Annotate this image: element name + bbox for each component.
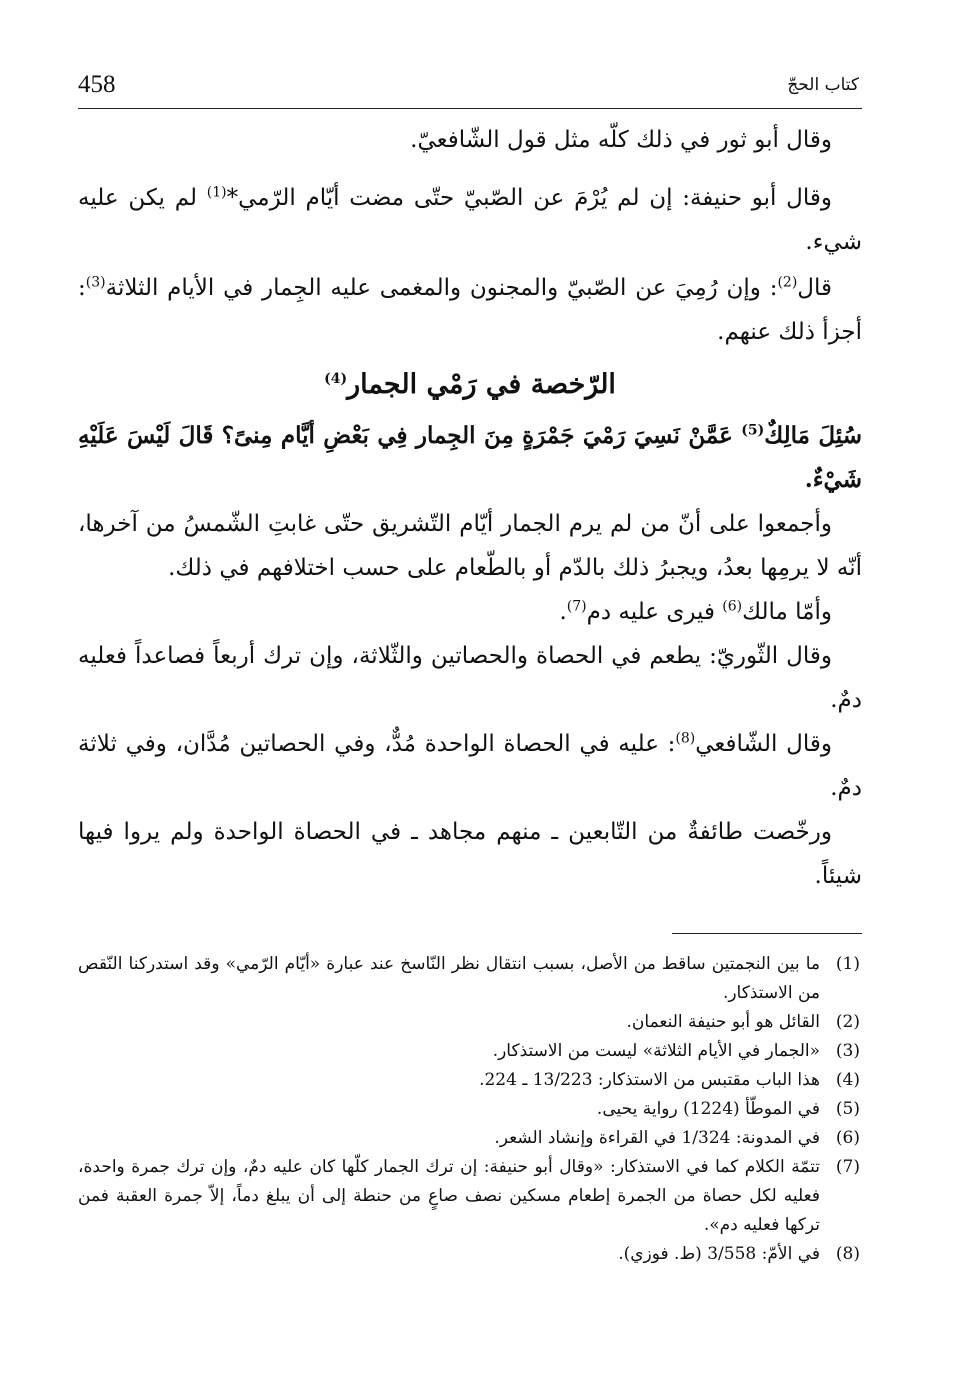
footnote-ref-4: (4): [324, 371, 348, 387]
paragraph-abu-hanifa-tail: لم يكن عليه شيء.: [78, 185, 862, 255]
paragraph-qala-text: وإن رُمِيَ عن الصّبيّ والمجنون والمغمى عليه الجِمار في الأيام الثلاثة: [105, 275, 761, 301]
malik-quote-start: سُئِلَ مَالِكٌ: [764, 422, 862, 449]
paragraph-shafii-text: : عليه في الحصاة الواحدة مُدٌّ، وفي الحصاتين مُدَّان، وفي ثلاثة دمٌ.: [78, 731, 862, 801]
footnote-divider: [672, 933, 862, 934]
footnote-text: في المدونة: 1/324 في القراءة وإنشاد الشعر.: [494, 1128, 820, 1148]
footnote-ref-7: (7): [566, 598, 587, 615]
footnote-item: [78, 1008, 860, 1037]
footnote-item: [78, 1095, 860, 1124]
asterisk-marker: *: [226, 185, 239, 211]
paragraph-abu-hanifa: [78, 176, 862, 264]
footnote-text: ما بين النجمتين ساقط من الأصل، بسبب انتقال نظر النّاسخ عند عبارة «أيّام الرّمي» وقد استدركنا النّقص من الاستذكار.: [78, 954, 820, 1003]
footnote-text: في الأمّ: 3/558 (ط. فوزي).: [618, 1244, 820, 1264]
paragraph-qala-end: : أجزأ ذلك عنهم.: [78, 275, 862, 345]
paragraph-qala-colon: :: [769, 275, 778, 301]
page-header: [78, 68, 859, 102]
footnote-ref-6: (6): [722, 598, 743, 615]
paragraph-malik-start: وأمّا مالك: [742, 599, 832, 625]
footnotes: [78, 950, 860, 1269]
paragraph-shafii: [78, 722, 862, 810]
footnote-number: (5): [835, 1099, 860, 1119]
malik-quote-text: عَمَّنْ نَسِيَ رَمْيَ جَمْرَةٍ مِنَ الجِمار فِي بَعْضِ أيَّام مِنىً؟ قَالَ لَيْسَ عَلَيْهِ شَيْءٌ.: [78, 422, 862, 493]
footnote-text: في الموطّأ (1224) رواية يحيى.: [596, 1099, 820, 1119]
footnote-item: [78, 1066, 860, 1095]
paragraph-qala: [78, 266, 862, 354]
footnote-item: [78, 1240, 860, 1269]
footnote-ref-5: (5): [741, 422, 765, 439]
paragraph-malik: [78, 590, 862, 634]
footnote-number: (4): [835, 1070, 860, 1090]
footnote-number: (6): [835, 1128, 860, 1148]
footnote-text: تتمّة الكلام كما في الاستذكار: «وقال أبو حنيفة: إن ترك الجمار كلّها كان عليه دمٌ، وإن ترك جمرة واحدة، فعليه لكل حصاة من الجمرة إطعام مسكين نصف صاعٍ من حنطة إلى أن يبلغ دماً، إلاّ جمرة العقبة فمن تركها فعليه دم».: [78, 1157, 820, 1235]
footnote-number: (7): [835, 1157, 860, 1177]
paragraph-abu-hanifa-text: وقال أبو حنيفة: إن لم يُرْمَ عن الصّبيّ حتّى مضت أيّام الرّمي: [238, 185, 833, 211]
paragraph-thawri: وقال الثّوريّ: يطعم في الحصاة والحصاتين والثّلاثة، وإن ترك أربعاً فصاعداً فعليه دمٌ.: [78, 643, 862, 713]
footnote-text: «الجمار في الأيام الثلاثة» ليست من الاستذكار.: [492, 1041, 820, 1061]
malik-quote: [78, 414, 862, 502]
section-heading-text: الرّخصة في رَمْي الجمار: [347, 369, 616, 400]
footnote-text: هذا الباب مقتبس من الاستذكار: 13/223 ـ 224.: [479, 1070, 820, 1090]
footnote-ref-8: (8): [675, 730, 696, 747]
paragraph-ijma: وأجمعوا على أنّ من لم يرم الجمار أيّام التّشريق حتّى غابتِ الشّمسُ من آخرها، أنّه لا يرمِها بعدُ، ويجبرُ ذلك بالدّم أو بالطّعام على حسب اختلافهم في ذلك.: [78, 511, 862, 581]
section-heading: [78, 360, 862, 410]
footnote-item: [78, 1124, 860, 1153]
footnote-number: (2): [835, 1012, 860, 1032]
footnote-number: (1): [835, 954, 860, 974]
footnote-text: القائل هو أبو حنيفة النعمان.: [626, 1012, 820, 1032]
footnote-ref-3: (3): [85, 274, 106, 291]
running-title: كتاب الحجّ: [787, 75, 859, 95]
footnote-item: [78, 1037, 860, 1066]
paragraph-qala-word: قال: [797, 275, 833, 301]
paragraph-abu-thawr: وقال أبو ثور في ذلك كلّه مثل قول الشّافعيّ.: [410, 127, 832, 153]
paragraph-shafii-start: وقال الشّافعي: [695, 731, 832, 757]
footnote-item: [78, 1153, 860, 1240]
page-number: 458: [78, 71, 116, 98]
main-text: [78, 118, 862, 898]
paragraph-tabiin: ورخّصت طائفةٌ من التّابعين ـ منهم مجاهد ـ في الحصاة الواحدة ولم يروا فيها شيئاً.: [78, 819, 862, 889]
footnote-ref-2: (2): [777, 274, 798, 291]
footnote-number: (3): [835, 1041, 860, 1061]
footnote-ref-1: (1): [206, 184, 227, 201]
header-divider: [78, 108, 862, 109]
paragraph-malik-end: .: [559, 599, 567, 625]
footnote-item: [78, 950, 860, 1008]
footnote-number: (8): [835, 1244, 860, 1264]
paragraph-malik-text: فيرى عليه دم: [586, 599, 715, 625]
